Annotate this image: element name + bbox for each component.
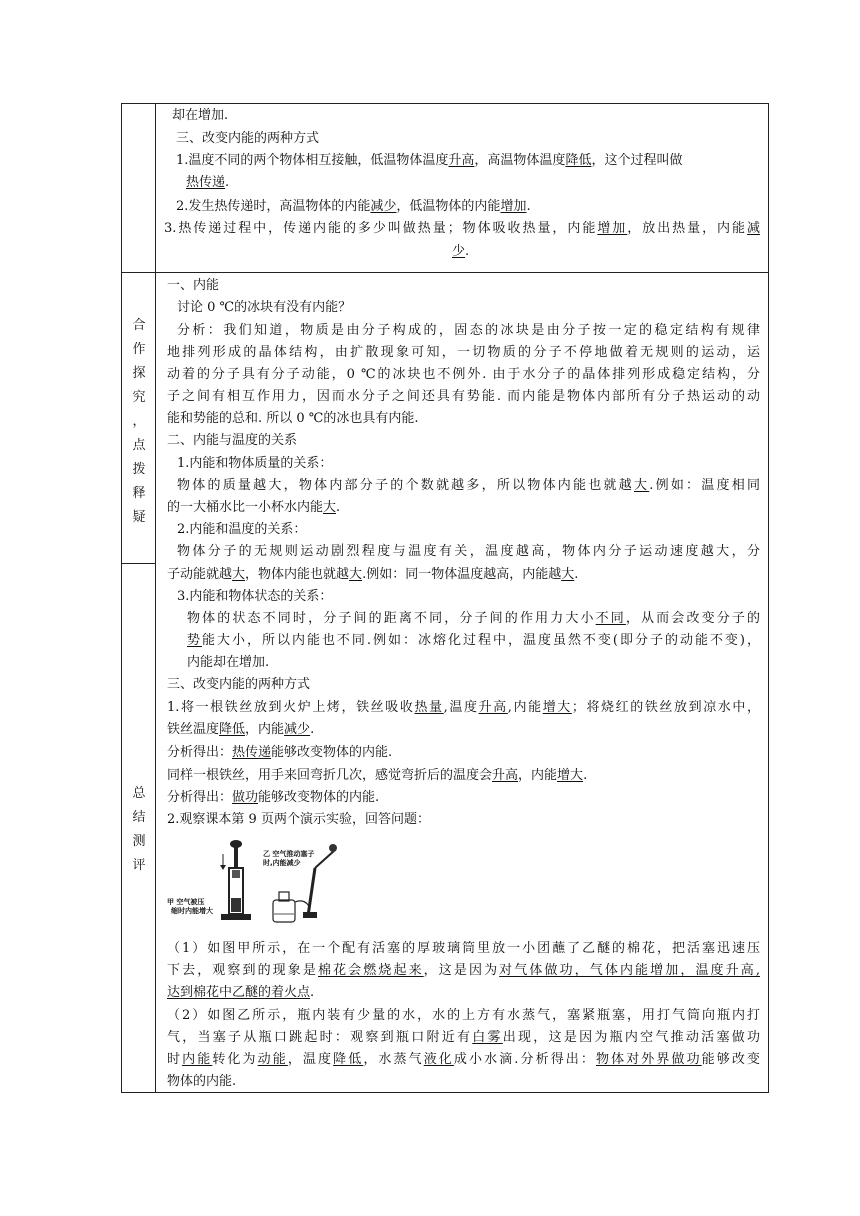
figure-label-yi-line2: 时,内能减少 [263, 859, 301, 867]
figure-label-jia-line2: 缩时内能增大 [171, 907, 213, 915]
text-segment: 能够改变 [701, 1052, 760, 1067]
answer-text: 增加 [500, 199, 527, 214]
text-segment: 下去，观察到的现象是 [167, 963, 318, 978]
text-segment: 时 [167, 1052, 183, 1067]
answer-text: 升高 [492, 768, 519, 783]
text-segment: ，水蒸气 [363, 1052, 424, 1067]
side-label-char: 释 [132, 486, 146, 501]
text-segment: ，这个过程叫做 [591, 153, 683, 168]
side-label-char: ， [132, 414, 146, 429]
text-segment: 二、内能与温度的关系 [167, 433, 298, 448]
text-segment: . [574, 567, 579, 582]
answer-text: 降低 [333, 1052, 364, 1067]
text-segment: 物体的质量越大，物体内部分子的个数就越多，所以物体内能也就越 [177, 478, 634, 493]
text-segment: 能和势能的总和. 所以 0 ℃的冰也具有内能. [167, 411, 419, 426]
text-segment: 气，当塞子从瓶口跳起时：观察到瓶口附近有 [167, 1030, 473, 1045]
text-line [167, 366, 760, 384]
answer-text: 大 [561, 567, 575, 582]
text-segment: 能够改变物体的内能. [271, 745, 393, 760]
answer-text: 大 [633, 478, 650, 493]
text-line [167, 721, 314, 739]
side-label-char: 作 [132, 342, 146, 357]
text-segment: 内能却在增加. [187, 655, 270, 670]
answer-text: 降低 [565, 153, 592, 168]
text-line [167, 1051, 760, 1069]
answer-text: 少 [452, 244, 466, 259]
text-line [167, 984, 314, 1002]
text-segment: 转化为 [212, 1052, 258, 1067]
text-segment: 2.内能和温度的关系： [177, 522, 307, 537]
text-line [167, 940, 760, 958]
side-label-char: 点 [132, 438, 146, 453]
text-segment: 出现，这是因为瓶内空气推动活塞做功 [502, 1030, 760, 1045]
answer-text: 减少 [284, 722, 311, 737]
answer-text: 液化 [423, 1052, 454, 1067]
text-segment: 1.将一根铁丝放到火炉上烤，铁丝吸收 [167, 700, 415, 715]
answer-text: 热量 [414, 700, 444, 715]
text-segment: . [310, 722, 315, 737]
answer-text: 升高 [478, 700, 508, 715]
side-label-char: 结 [132, 810, 146, 825]
text-line [187, 610, 760, 628]
side-label-char: 究 [132, 390, 146, 405]
text-line [177, 299, 351, 317]
side-label-char: 拨 [132, 462, 146, 477]
text-segment: 三、改变内能的两种方式 [167, 677, 311, 692]
text-segment: 物体分子的无规则运动剧烈程度与温度有关，温度越高，物体内分子运动速度越大，分 [177, 544, 760, 559]
text-line [167, 1007, 760, 1025]
answer-text: 对气体做功，气体内能增加，温度升高, [499, 963, 760, 978]
text-segment: 3.热传递过程中，传递内能的多少叫做热量；物体吸收热量，内能 [164, 221, 598, 236]
text-segment: ，放出热量，内能 [627, 221, 747, 236]
text-segment: ，内能 [245, 722, 285, 737]
text-line [167, 811, 430, 829]
text-segment: ，内能 [518, 768, 558, 783]
answer-text: 势 [187, 633, 202, 648]
text-line [177, 322, 760, 340]
text-segment: 成小水滴.分析得出： [453, 1052, 596, 1067]
text-segment: ,温度 [443, 700, 479, 715]
text-segment: 同样一根铁丝，用手来回弯折几次，感觉弯折后的温度会 [167, 768, 493, 783]
text-segment: 三、改变内能的两种方式 [176, 131, 320, 146]
answer-text: 热传递 [186, 175, 226, 190]
figure-label-jia-line1: 甲 空气被压 [167, 898, 205, 906]
side-label-char: 总 [132, 786, 146, 801]
answer-text: 减少 [370, 199, 397, 214]
text-segment: . [225, 175, 230, 190]
answer-text: 增大 [542, 700, 572, 715]
answer-text: 大 [232, 567, 246, 582]
text-line [177, 521, 306, 539]
text-segment: 能够改变物体的内能. [258, 790, 380, 805]
text-line [167, 962, 760, 980]
side-label-char: 合 [132, 318, 146, 333]
answer-text: 增加 [597, 221, 628, 236]
side-label-char: 探 [132, 366, 146, 381]
text-segment: 1.温度不同的两个物体相互接触，低温物体温度 [176, 153, 449, 168]
experiment-figure [165, 838, 355, 928]
text-line [187, 654, 269, 672]
answer-text: 做功 [232, 790, 259, 805]
text-line [177, 543, 760, 561]
text-segment: 能大小，所以内能也不同.例如：冰熔化过程中，温度虽然不变(即分子的动能不变)， [202, 633, 760, 648]
text-segment: ，高温物体温度 [474, 153, 566, 168]
text-segment: 物体的状态不同时，分子间的距离不同，分子间的作用力大小 [187, 611, 596, 626]
answer-text: 不同 [595, 611, 626, 626]
text-line [167, 566, 578, 584]
answer-text: 棉花会燃烧起来 [317, 963, 424, 978]
text-segment: 铁丝温度 [167, 722, 220, 737]
text-line [187, 632, 760, 650]
text-segment: 2.观察课本第 9 页两个演示实验，回答问题： [167, 812, 430, 827]
answer-text: 减 [746, 221, 760, 236]
text-segment: . [310, 985, 315, 1000]
text-segment: 讨论 0 ℃的冰块有没有内能？ [177, 300, 352, 315]
text-line [167, 388, 760, 406]
answer-text: 升高 [448, 153, 475, 168]
text-line [167, 499, 340, 517]
side-label-char: 疑 [132, 510, 146, 525]
answer-text: 降低 [219, 722, 246, 737]
text-segment: ，低温物体的内能 [396, 199, 501, 214]
text-segment: ，从而会改变分子的 [625, 611, 760, 626]
answer-text: 动能 [257, 1052, 288, 1067]
text-segment: . [336, 500, 341, 515]
answer-text: 大 [323, 500, 337, 515]
text-segment: ；将烧红的铁丝放到凉水中， [571, 700, 760, 715]
text-segment: .例如：温度相同 [649, 478, 760, 493]
figure-label-yi-line1: 乙 空气推动塞子 [263, 850, 315, 858]
text-segment: 一、内能 [167, 278, 220, 293]
text-segment: 分析得出： [167, 745, 233, 760]
text-line [177, 455, 332, 473]
text-segment: . [465, 244, 470, 259]
text-segment: 分析得出： [167, 790, 233, 805]
text-segment: （2）如图乙所示，瓶内装有少量的水，水的上方有水蒸气，塞紧瓶塞，用打气筒向瓶内打 [167, 1008, 760, 1023]
text-segment: ,内能 [507, 700, 543, 715]
side-label-char: 评 [132, 858, 146, 873]
text-segment: ，温度 [287, 1052, 334, 1067]
text-segment: 2.发生热传递时，高温物体的内能 [176, 199, 371, 214]
text-line [177, 588, 332, 606]
answer-text: 物体对外界做功 [596, 1052, 702, 1067]
text-segment: ，物体内能也就越 [245, 567, 350, 582]
answer-text: 白雾 [472, 1030, 503, 1045]
text-line [167, 744, 392, 762]
text-segment: 却在增加. [172, 108, 229, 123]
text-line [167, 410, 418, 428]
text-line [167, 1073, 236, 1091]
text-line [167, 344, 760, 362]
text-segment: 1.内能和物体质量的关系： [177, 456, 333, 471]
text-segment: 地排列形成的晶体结构，由扩散现象可知，一切物质的分子不停地做着无规则的运动，运 [167, 345, 760, 360]
text-segment: 子动能就越 [167, 567, 233, 582]
text-segment: .例如：同一物体温度越高，内能越 [362, 567, 562, 582]
text-segment: 分析：我们知道，物质是由分子构成的，固态的冰块是由分子按一定的稳定结构有规律 [177, 323, 760, 338]
text-segment: 3.内能和物体状态的关系： [177, 589, 333, 604]
text-line [177, 477, 760, 495]
text-segment: . [526, 199, 531, 214]
text-segment: （1）如图甲所示，在一个配有活塞的厚玻璃筒里放一小团蘸了乙醚的棉花，把活塞迅速压 [167, 941, 760, 956]
text-segment: 物体的内能. [167, 1074, 237, 1089]
text-line [167, 676, 310, 694]
text-segment: . [583, 768, 588, 783]
text-line [167, 277, 219, 295]
text-line [167, 699, 760, 717]
text-segment: 子之间有相互作用力，因而水分子之间还具有势能. 而内能是物体内部所有分子热运动的动 [167, 389, 760, 404]
piston-apparatus-icon [220, 840, 251, 920]
text-line [167, 432, 297, 450]
text-segment: 动着的分子具有分子动能，0 ℃的冰块也不例外. 由于水分子的晶体排列形成稳定结构，分 [167, 367, 760, 382]
text-line [167, 767, 587, 785]
answer-text: 大 [349, 567, 363, 582]
side-label-char: 测 [132, 834, 146, 849]
text-segment: 的一大桶水比一小杯水内能 [167, 500, 324, 515]
text-line [167, 1029, 760, 1047]
answer-text: 内能 [182, 1052, 213, 1067]
answer-text: 热传递 [232, 745, 272, 760]
answer-text: 达到棉花中乙醚的着火点 [167, 985, 311, 1000]
text-line [167, 789, 379, 807]
answer-text: 增大 [557, 768, 584, 783]
text-segment: ，这是因为 [423, 963, 500, 978]
